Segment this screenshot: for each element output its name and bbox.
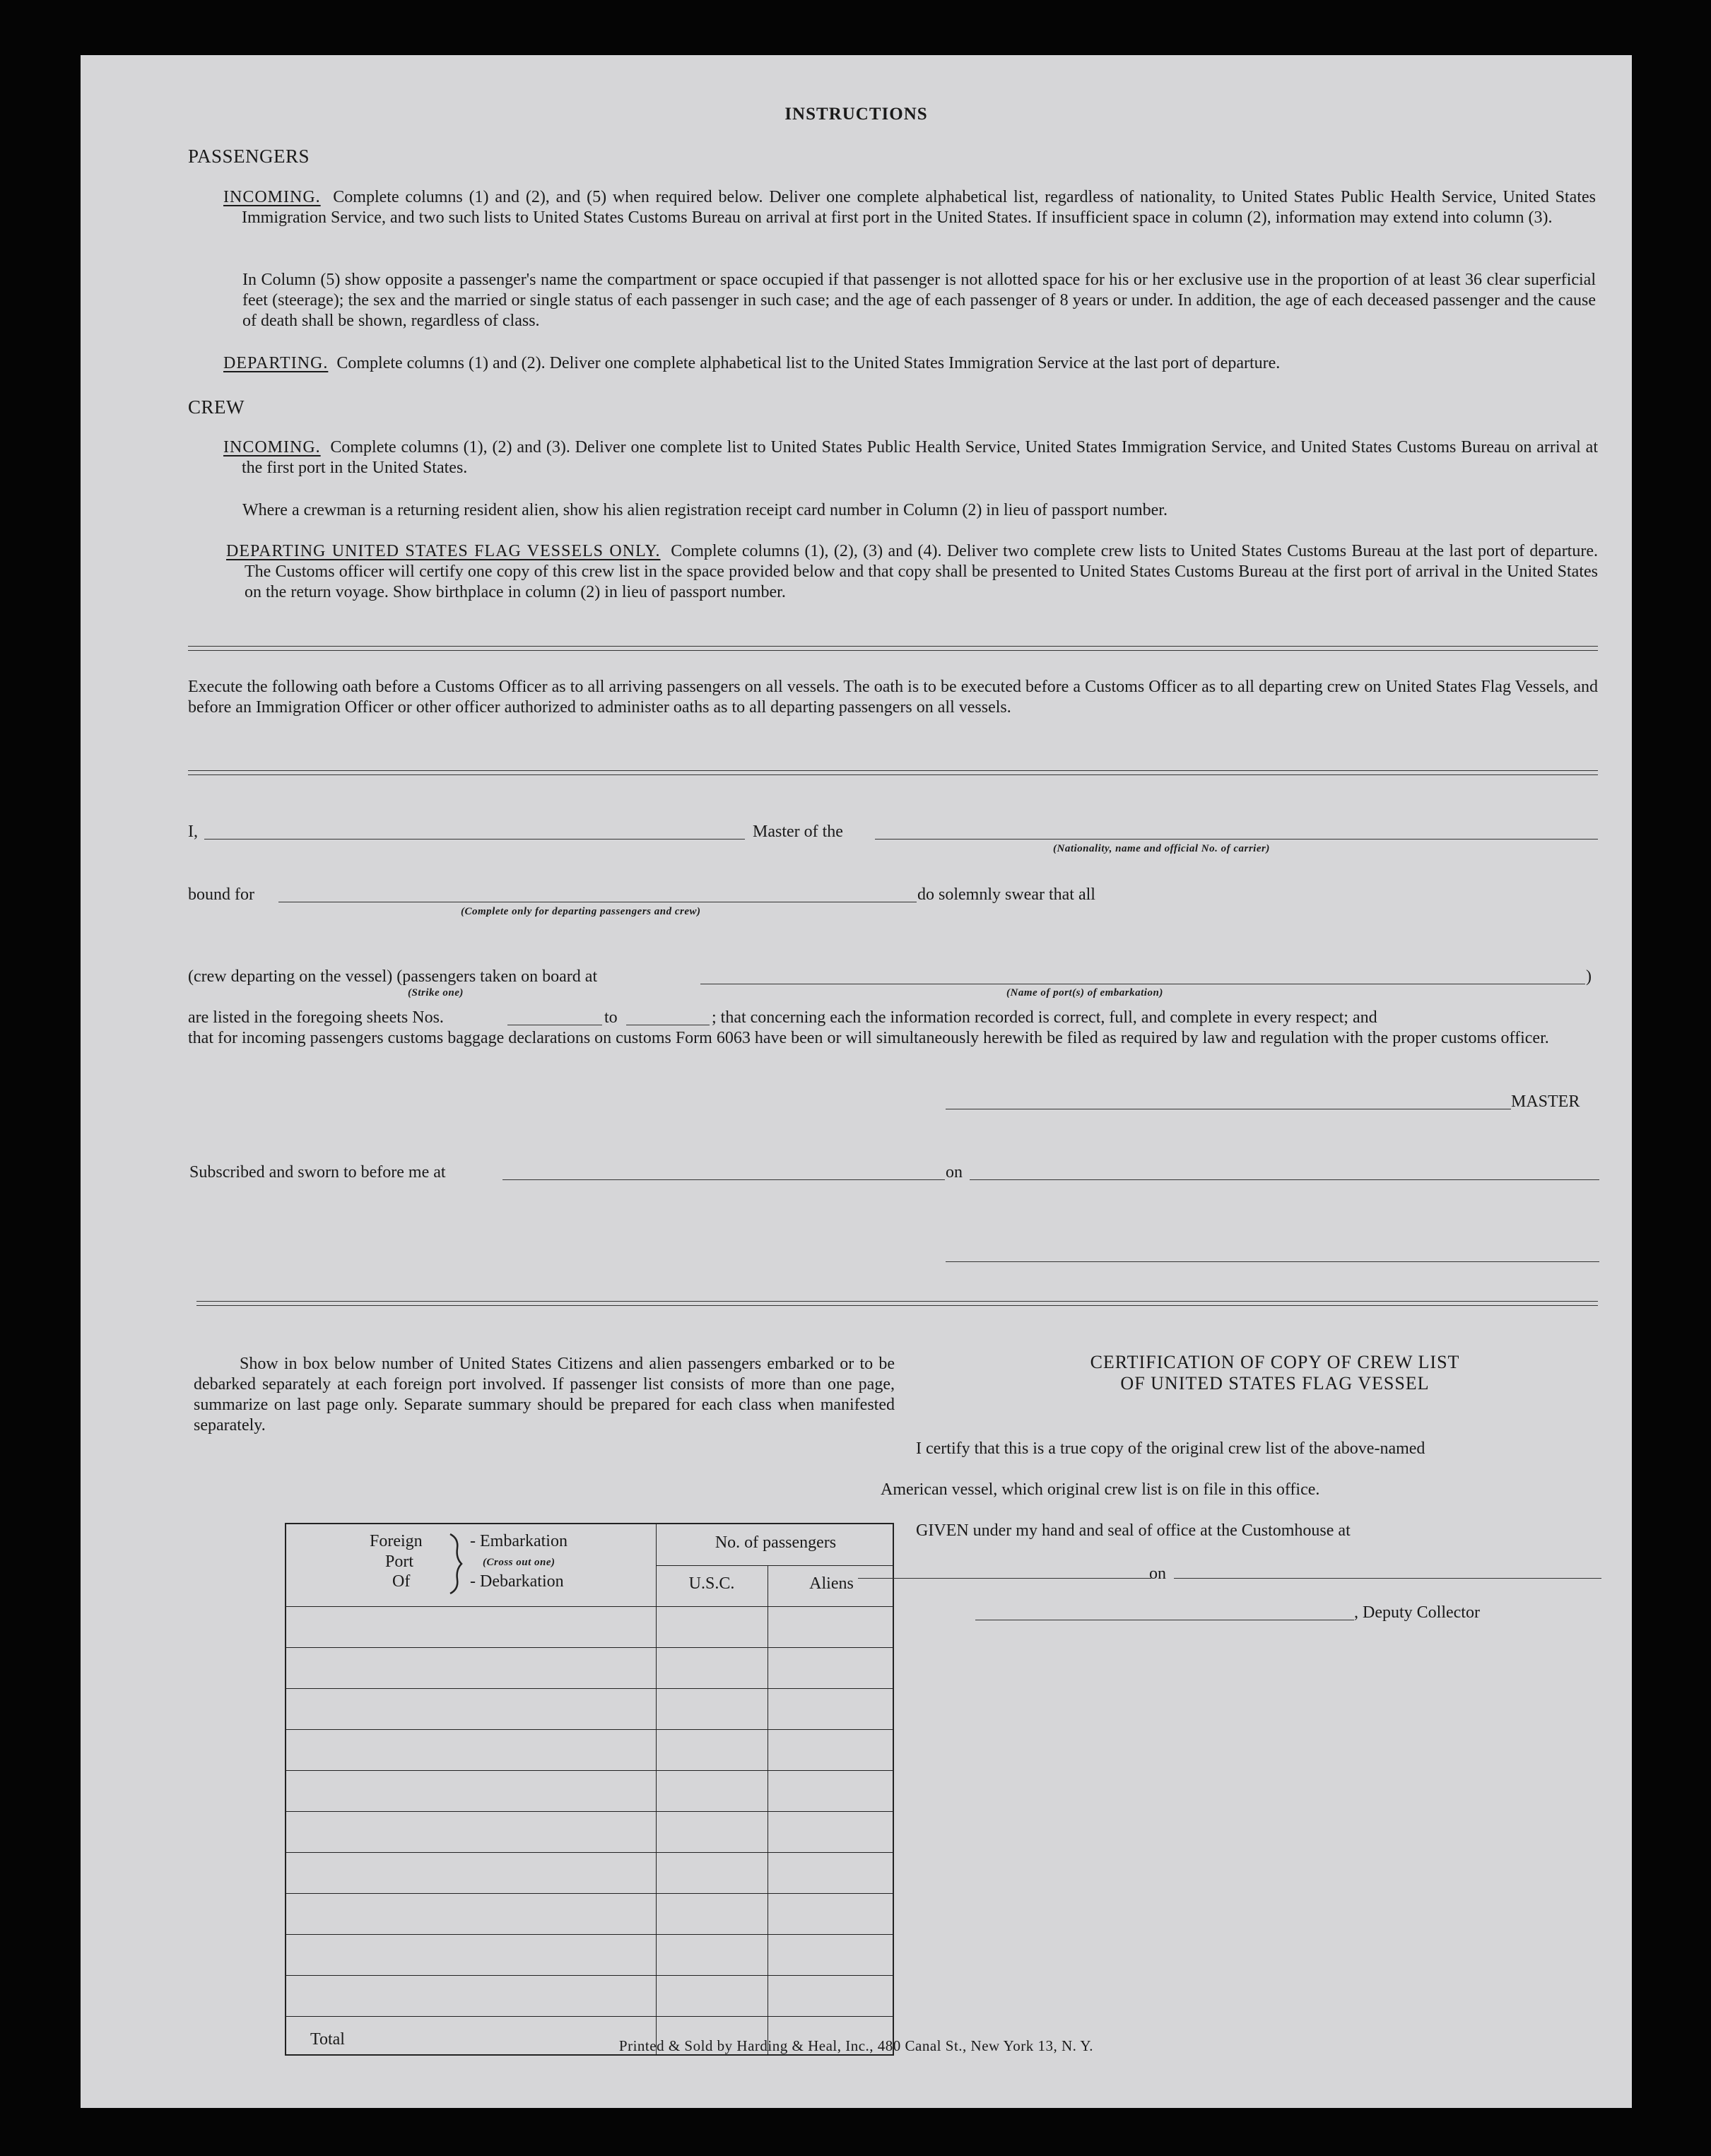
table-row bbox=[286, 1647, 893, 1648]
passengers-incoming-text: Complete columns (1) and (2), and (5) when required below. Deliver one complete alphabetical list, regardless of nationality, to United States Public Health Service, United States Immigration Service, and two such lists to United States Customs Bureau on arrival at first port in the United States. If insufficient space in column (2), information may extend into column (3). bbox=[242, 188, 1596, 227]
summary-intro: Show in box below number of United States Citizens and alien passengers embarked or to be debarked separately at each foreign port involved. If passenger list consists of more than one page, summarize on last page only. Separate summary should be prepared for each class when manifested separately. bbox=[194, 1355, 895, 1435]
oath-intro: Execute the following oath before a Customs Officer as to all arriving passengers on all vessels. The oath is to be executed before a Customs Officer as to all departing crew on United States Flag Vessels, and before an Immigration Officer or other officer authorized to administer oaths as to all departing passengers on all vessels. bbox=[188, 678, 1598, 717]
column5-paragraph: In Column (5) show opposite a passenger's name the compartment or space occupied if that passenger is not allotted space for his or her exclusive use in the proportion of at least 36 clear superficial feet (steerage); the sex and the married or single status of each passenger in such case; and the age of each passenger of 8 years or under. In addition, the age of each deceased passenger and the cause of death shall be shown, regardless of class. bbox=[242, 271, 1596, 330]
table-row bbox=[286, 1811, 893, 1812]
crew-departing-paragraph bbox=[226, 541, 1598, 603]
crew-incoming-paragraph bbox=[223, 437, 1598, 478]
crew-resident-paragraph: Where a crewman is a returning resident alien, show his alien registration receipt card number in Column (2) in lieu of passport number. bbox=[242, 501, 1168, 519]
cross-out-note: (Cross out one) bbox=[483, 1557, 555, 1568]
crew-departing-text: Complete columns (1), (2), (3) and (4). Deliver two complete crew lists to United States Customs Bureau at the last port of departure. The Customs officer will certify one copy of this crew list in the space provided below and that copy shall be presented to United States Customs Bureau at the first port of arrival in the United States on the return voyage. Show birthplace in column (2) in lieu of passport number. bbox=[245, 542, 1598, 601]
usc-header: U.S.C. bbox=[688, 1574, 735, 1593]
ports-note: (Name of port(s) of embarkation) bbox=[1006, 987, 1163, 999]
master-name-field[interactable] bbox=[204, 839, 745, 840]
subscribed-label: Subscribed and sworn to before me at bbox=[189, 1163, 446, 1182]
summary-divider bbox=[196, 1301, 1598, 1306]
complete-only-note: (Complete only for departing passengers and crew) bbox=[461, 906, 701, 917]
col-of: Of bbox=[392, 1572, 411, 1591]
listed-sheets-label: are listed in the foregoing sheets Nos. bbox=[188, 1008, 444, 1027]
master-of-label: Master of the bbox=[753, 823, 843, 841]
listed-sheets-rest: that for incoming passengers customs baggage declarations on customs Form 6063 have been or will simultaneously herewith be filed as required by law and regulation with the proper customs officer. bbox=[188, 1029, 1549, 1047]
sworn-on-label: on bbox=[946, 1163, 963, 1182]
aliens-header: Aliens bbox=[809, 1574, 854, 1593]
certify-date-field[interactable] bbox=[1174, 1578, 1601, 1579]
crew-departing-label: DEPARTING UNITED STATES FLAG VESSELS ONLY. bbox=[226, 542, 661, 560]
crew-departing-label: (crew departing on the vessel) (passengers taken on board at bbox=[188, 967, 598, 986]
strike-one-note: (Strike one) bbox=[408, 987, 464, 999]
master-label: MASTER bbox=[1511, 1092, 1580, 1111]
certify-line2: American vessel, which original crew list is on file in this office. bbox=[881, 1480, 1320, 1499]
table-row bbox=[286, 1852, 893, 1853]
total-label: Total bbox=[310, 2030, 345, 2049]
table-row bbox=[286, 1893, 893, 1894]
table-row bbox=[286, 2016, 893, 2017]
page-title: INSTRUCTIONS bbox=[784, 105, 928, 124]
deputy-collector-label: , Deputy Collector bbox=[1354, 1603, 1480, 1622]
brace-icon bbox=[447, 1533, 464, 1595]
form-page bbox=[81, 55, 1632, 2108]
col-port: Port bbox=[385, 1553, 414, 1571]
no-passengers-header: No. of passengers bbox=[715, 1533, 837, 1552]
passengers-departing-text: Complete columns (1) and (2). Deliver one complete alphabetical list to the United States Immigration Service at the last port of departure. bbox=[336, 354, 1281, 372]
certification-title-line2: OF UNITED STATES FLAG VESSEL bbox=[1120, 1373, 1430, 1394]
col-foreign: Foreign bbox=[370, 1532, 423, 1550]
carrier-field[interactable] bbox=[875, 839, 1598, 840]
oath-divider bbox=[188, 770, 1598, 775]
officer-signature-field[interactable] bbox=[946, 1261, 1599, 1262]
table-header-line bbox=[286, 1606, 893, 1607]
passengers-incoming-label: INCOMING. bbox=[223, 188, 321, 206]
sworn-date-field[interactable] bbox=[970, 1179, 1599, 1180]
nationality-note: (Nationality, name and official No. of carrier) bbox=[1053, 843, 1270, 854]
printer-footer: Printed & Sold by Harding & Heal, Inc., 480 Canal St., New York 13, N. Y. bbox=[618, 2037, 1094, 2054]
crew-incoming-label: INCOMING. bbox=[223, 438, 321, 456]
certification-title-line1: CERTIFICATION OF COPY OF CREW LIST bbox=[1090, 1352, 1460, 1372]
passengers-departing-label: DEPARTING. bbox=[223, 354, 329, 372]
debarkation-label: - Debarkation bbox=[470, 1572, 564, 1591]
certify-on-label: on bbox=[1149, 1565, 1166, 1583]
table-row bbox=[286, 1688, 893, 1689]
sheet-to-label: to bbox=[604, 1008, 618, 1027]
embarkation-label: - Embarkation bbox=[470, 1532, 568, 1550]
listed-sheets-continuation: ; that concerning each the information recorded is correct, full, and complete in every respect; and bbox=[712, 1008, 1377, 1027]
table-row bbox=[286, 1975, 893, 1976]
certify-line1: I certify that this is a true copy of the original crew list of the above-named bbox=[916, 1439, 1425, 1458]
crew-heading: CREW bbox=[188, 396, 245, 418]
oath-i-label: I, bbox=[188, 823, 198, 841]
table-row bbox=[286, 1934, 893, 1935]
passengers-heading: PASSENGERS bbox=[188, 146, 310, 167]
passengers-incoming-paragraph bbox=[223, 187, 1596, 228]
customhouse-field[interactable] bbox=[858, 1578, 1151, 1579]
given-label: GIVEN under my hand and seal of office at the Customhouse at bbox=[916, 1521, 1351, 1540]
bound-for-label: bound for bbox=[188, 885, 254, 904]
solemnly-swear-label: do solemnly swear that all bbox=[917, 885, 1095, 904]
table-row bbox=[286, 1770, 893, 1771]
certification-title bbox=[957, 1352, 1593, 1394]
section-divider bbox=[188, 646, 1598, 651]
sworn-place-field[interactable] bbox=[502, 1179, 945, 1180]
table-subheader-line bbox=[656, 1565, 893, 1566]
table-row bbox=[286, 1729, 893, 1730]
passengers-departing-paragraph bbox=[223, 353, 1598, 374]
crew-incoming-text: Complete columns (1), (2) and (3). Deliver one complete list to United States Public Health Service, United States Immigration Service, and United States Customs Bureau on arrival at the first port in the United States. bbox=[242, 438, 1598, 477]
passenger-summary-table bbox=[285, 1523, 894, 2056]
close-paren: ) bbox=[1586, 967, 1592, 986]
